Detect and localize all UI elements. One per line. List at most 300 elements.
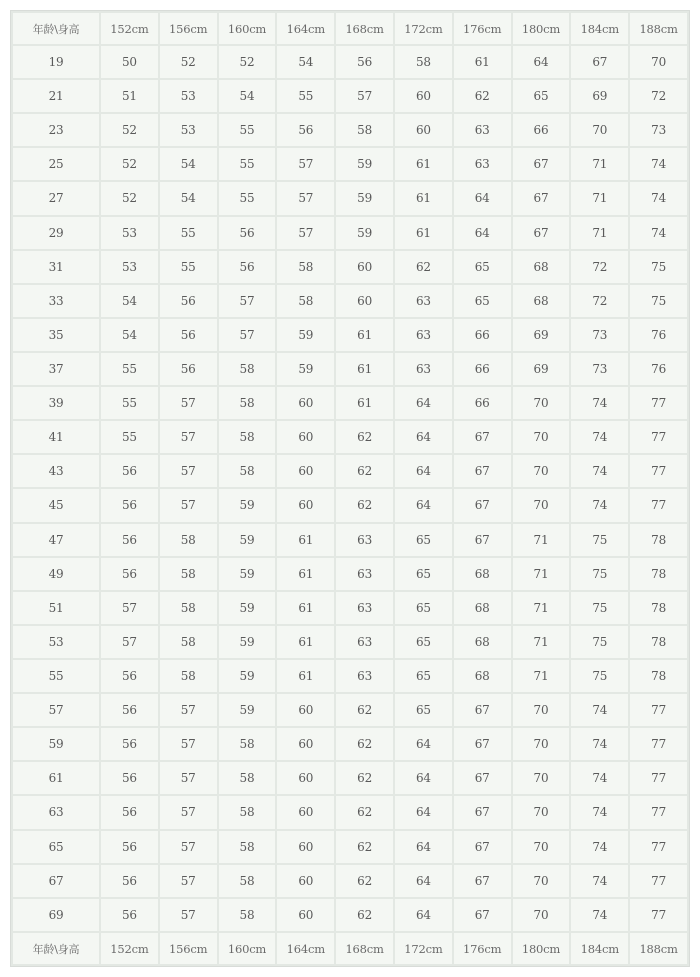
- weight-cell: 77: [630, 387, 687, 419]
- weight-cell: 59: [219, 660, 276, 692]
- footer-corner-label: 年龄\身高: [13, 933, 99, 964]
- weight-cell: 58: [160, 524, 217, 556]
- weight-cell: 61: [395, 148, 452, 180]
- table-row: [13, 558, 687, 590]
- weight-cell: 64: [395, 728, 452, 760]
- weight-cell: 58: [219, 421, 276, 453]
- age-cell: 69: [13, 899, 99, 931]
- age-cell: 63: [13, 796, 99, 828]
- table-row: [13, 319, 687, 351]
- weight-cell: 71: [571, 217, 628, 249]
- age-cell: 41: [13, 421, 99, 453]
- weight-cell: 66: [513, 114, 570, 146]
- weight-cell: 57: [160, 865, 217, 897]
- weight-cell: 58: [336, 114, 393, 146]
- weight-cell: 54: [101, 285, 158, 317]
- weight-cell: 70: [513, 421, 570, 453]
- weight-cell: 71: [571, 182, 628, 214]
- footer-height-3: 164cm: [277, 933, 334, 964]
- weight-cell: 61: [277, 660, 334, 692]
- weight-cell: 57: [219, 319, 276, 351]
- weight-cell: 52: [101, 114, 158, 146]
- weight-cell: 63: [454, 148, 511, 180]
- table-row: [13, 865, 687, 897]
- weight-cell: 62: [336, 489, 393, 521]
- weight-cell: 63: [395, 285, 452, 317]
- weight-cell: 70: [513, 489, 570, 521]
- weight-cell: 58: [219, 796, 276, 828]
- weight-cell: 60: [277, 831, 334, 863]
- weight-cell: 56: [101, 728, 158, 760]
- weight-cell: 60: [395, 80, 452, 112]
- weight-cell: 58: [219, 865, 276, 897]
- weight-cell: 62: [336, 694, 393, 726]
- weight-cell: 53: [160, 80, 217, 112]
- header-height-0: 152cm: [101, 13, 158, 44]
- age-cell: 55: [13, 660, 99, 692]
- weight-cell: 67: [513, 148, 570, 180]
- weight-cell: 62: [336, 899, 393, 931]
- weight-cell: 65: [395, 592, 452, 624]
- weight-cell: 60: [336, 251, 393, 283]
- weight-cell: 78: [630, 524, 687, 556]
- weight-cell: 65: [454, 285, 511, 317]
- weight-cell: 58: [160, 592, 217, 624]
- weight-cell: 56: [160, 319, 217, 351]
- weight-cell: 68: [454, 558, 511, 590]
- age-cell: 57: [13, 694, 99, 726]
- header-height-4: 168cm: [336, 13, 393, 44]
- header-row: [13, 13, 687, 44]
- weight-cell: 56: [101, 899, 158, 931]
- footer-height-5: 172cm: [395, 933, 452, 964]
- table-row: [13, 626, 687, 658]
- weight-cell: 54: [219, 80, 276, 112]
- age-cell: 45: [13, 489, 99, 521]
- weight-cell: 56: [101, 796, 158, 828]
- weight-cell: 57: [101, 626, 158, 658]
- weight-cell: 67: [454, 865, 511, 897]
- weight-cell: 70: [513, 865, 570, 897]
- table-row: [13, 796, 687, 828]
- weight-cell: 55: [101, 421, 158, 453]
- table-row: [13, 387, 687, 419]
- weight-cell: 57: [160, 899, 217, 931]
- weight-cell: 52: [160, 46, 217, 78]
- weight-cell: 67: [454, 728, 511, 760]
- weight-cell: 78: [630, 660, 687, 692]
- weight-cell: 63: [395, 353, 452, 385]
- weight-cell: 72: [571, 285, 628, 317]
- weight-cell: 59: [336, 182, 393, 214]
- table-row: [13, 353, 687, 385]
- weight-cell: 78: [630, 626, 687, 658]
- weight-cell: 58: [277, 251, 334, 283]
- weight-cell: 56: [219, 251, 276, 283]
- weight-cell: 60: [277, 796, 334, 828]
- footer-height-1: 156cm: [160, 933, 217, 964]
- weight-cell: 57: [160, 421, 217, 453]
- weight-cell: 72: [571, 251, 628, 283]
- weight-cell: 69: [513, 319, 570, 351]
- weight-cell: 65: [395, 694, 452, 726]
- weight-cell: 72: [630, 80, 687, 112]
- table-row: [13, 455, 687, 487]
- weight-cell: 63: [454, 114, 511, 146]
- weight-cell: 60: [277, 387, 334, 419]
- weight-cell: 61: [336, 353, 393, 385]
- weight-cell: 65: [395, 558, 452, 590]
- weight-cell: 55: [277, 80, 334, 112]
- weight-cell: 74: [630, 148, 687, 180]
- weight-cell: 77: [630, 489, 687, 521]
- weight-cell: 57: [277, 148, 334, 180]
- table-row: [13, 592, 687, 624]
- weight-cell: 64: [395, 455, 452, 487]
- weight-cell: 61: [277, 626, 334, 658]
- weight-cell: 56: [101, 489, 158, 521]
- weight-cell: 73: [630, 114, 687, 146]
- weight-cell: 67: [454, 831, 511, 863]
- weight-cell: 56: [101, 558, 158, 590]
- weight-cell: 57: [160, 831, 217, 863]
- weight-cell: 64: [454, 217, 511, 249]
- age-cell: 25: [13, 148, 99, 180]
- weight-cell: 53: [101, 251, 158, 283]
- weight-cell: 75: [571, 592, 628, 624]
- weight-cell: 56: [219, 217, 276, 249]
- weight-cell: 73: [571, 353, 628, 385]
- age-cell: 65: [13, 831, 99, 863]
- weight-cell: 77: [630, 694, 687, 726]
- header-height-3: 164cm: [277, 13, 334, 44]
- weight-cell: 66: [454, 353, 511, 385]
- weight-cell: 67: [454, 694, 511, 726]
- weight-cell: 70: [513, 728, 570, 760]
- weight-cell: 59: [219, 489, 276, 521]
- weight-cell: 74: [571, 489, 628, 521]
- weight-cell: 60: [277, 865, 334, 897]
- age-cell: 47: [13, 524, 99, 556]
- table-row: [13, 489, 687, 521]
- weight-cell: 57: [160, 387, 217, 419]
- weight-cell: 67: [454, 762, 511, 794]
- weight-cell: 59: [277, 353, 334, 385]
- weight-cell: 60: [277, 489, 334, 521]
- weight-cell: 64: [395, 489, 452, 521]
- weight-cell: 74: [571, 421, 628, 453]
- weight-cell: 77: [630, 421, 687, 453]
- weight-cell: 59: [219, 524, 276, 556]
- table-row: [13, 285, 687, 317]
- weight-cell: 75: [571, 524, 628, 556]
- weight-cell: 59: [277, 319, 334, 351]
- weight-cell: 67: [513, 217, 570, 249]
- weight-cell: 60: [277, 899, 334, 931]
- weight-cell: 67: [454, 524, 511, 556]
- table-row: [13, 831, 687, 863]
- header-height-2: 160cm: [219, 13, 276, 44]
- age-cell: 27: [13, 182, 99, 214]
- weight-cell: 74: [630, 217, 687, 249]
- weight-table: [11, 11, 689, 966]
- weight-cell: 57: [336, 80, 393, 112]
- weight-cell: 71: [513, 660, 570, 692]
- weight-cell: 77: [630, 728, 687, 760]
- footer-row: [13, 933, 687, 964]
- weight-cell: 70: [513, 762, 570, 794]
- weight-cell: 58: [219, 728, 276, 760]
- weight-cell: 54: [101, 319, 158, 351]
- weight-cell: 54: [160, 148, 217, 180]
- weight-cell: 70: [513, 831, 570, 863]
- weight-cell: 70: [513, 455, 570, 487]
- weight-cell: 60: [277, 421, 334, 453]
- weight-cell: 68: [454, 626, 511, 658]
- weight-cell: 73: [571, 319, 628, 351]
- weight-cell: 77: [630, 831, 687, 863]
- age-cell: 49: [13, 558, 99, 590]
- weight-cell: 75: [571, 660, 628, 692]
- footer-height-9: 188cm: [630, 933, 687, 964]
- table-row: [13, 421, 687, 453]
- weight-cell: 57: [277, 182, 334, 214]
- table-row: [13, 762, 687, 794]
- weight-cell: 64: [395, 865, 452, 897]
- weight-cell: 56: [160, 285, 217, 317]
- weight-cell: 69: [513, 353, 570, 385]
- weight-cell: 68: [513, 285, 570, 317]
- weight-cell: 75: [630, 285, 687, 317]
- weight-cell: 74: [571, 728, 628, 760]
- weight-cell: 61: [277, 558, 334, 590]
- weight-cell: 61: [395, 217, 452, 249]
- weight-cell: 60: [277, 455, 334, 487]
- age-cell: 39: [13, 387, 99, 419]
- weight-cell: 65: [395, 660, 452, 692]
- weight-cell: 67: [571, 46, 628, 78]
- weight-cell: 74: [571, 831, 628, 863]
- weight-cell: 58: [219, 387, 276, 419]
- weight-cell: 67: [454, 421, 511, 453]
- header-height-5: 172cm: [395, 13, 452, 44]
- weight-cell: 70: [513, 796, 570, 828]
- weight-cell: 60: [336, 285, 393, 317]
- weight-cell: 62: [336, 831, 393, 863]
- weight-cell: 64: [395, 421, 452, 453]
- table-row: [13, 217, 687, 249]
- weight-cell: 56: [336, 46, 393, 78]
- weight-cell: 77: [630, 865, 687, 897]
- weight-cell: 55: [160, 251, 217, 283]
- age-cell: 21: [13, 80, 99, 112]
- weight-cell: 74: [571, 387, 628, 419]
- weight-cell: 57: [160, 694, 217, 726]
- weight-cell: 58: [219, 831, 276, 863]
- weight-cell: 67: [454, 489, 511, 521]
- age-cell: 19: [13, 46, 99, 78]
- weight-cell: 78: [630, 558, 687, 590]
- weight-cell: 64: [395, 899, 452, 931]
- weight-cell: 57: [160, 489, 217, 521]
- weight-cell: 54: [277, 46, 334, 78]
- table-row: [13, 694, 687, 726]
- weight-cell: 59: [336, 217, 393, 249]
- weight-cell: 58: [160, 558, 217, 590]
- table-row: [13, 80, 687, 112]
- age-cell: 23: [13, 114, 99, 146]
- weight-cell: 68: [454, 592, 511, 624]
- weight-cell: 62: [336, 865, 393, 897]
- weight-cell: 63: [395, 319, 452, 351]
- header-height-1: 156cm: [160, 13, 217, 44]
- header-height-6: 176cm: [454, 13, 511, 44]
- weight-cell: 53: [160, 114, 217, 146]
- weight-cell: 75: [571, 626, 628, 658]
- weight-cell: 74: [571, 694, 628, 726]
- weight-cell: 56: [277, 114, 334, 146]
- weight-cell: 70: [513, 694, 570, 726]
- weight-cell: 59: [219, 592, 276, 624]
- weight-cell: 56: [101, 455, 158, 487]
- weight-cell: 65: [454, 251, 511, 283]
- weight-cell: 67: [454, 796, 511, 828]
- weight-cell: 77: [630, 762, 687, 794]
- weight-cell: 60: [277, 694, 334, 726]
- weight-cell: 61: [336, 319, 393, 351]
- weight-cell: 55: [219, 148, 276, 180]
- age-cell: 53: [13, 626, 99, 658]
- table-row: [13, 899, 687, 931]
- weight-cell: 62: [336, 421, 393, 453]
- weight-cell: 66: [454, 387, 511, 419]
- weight-cell: 52: [101, 182, 158, 214]
- weight-cell: 74: [571, 865, 628, 897]
- weight-cell: 69: [571, 80, 628, 112]
- weight-cell: 76: [630, 319, 687, 351]
- weight-cell: 63: [336, 592, 393, 624]
- weight-cell: 62: [336, 455, 393, 487]
- weight-cell: 63: [336, 558, 393, 590]
- weight-cell: 56: [101, 524, 158, 556]
- table-row: [13, 114, 687, 146]
- weight-cell: 77: [630, 796, 687, 828]
- age-cell: 33: [13, 285, 99, 317]
- weight-cell: 68: [454, 660, 511, 692]
- weight-cell: 71: [513, 524, 570, 556]
- weight-cell: 50: [101, 46, 158, 78]
- weight-cell: 74: [571, 762, 628, 794]
- weight-cell: 55: [160, 217, 217, 249]
- table-row: [13, 660, 687, 692]
- weight-cell: 74: [571, 455, 628, 487]
- weight-cell: 63: [336, 524, 393, 556]
- weight-cell: 65: [513, 80, 570, 112]
- weight-cell: 55: [101, 387, 158, 419]
- weight-cell: 65: [395, 524, 452, 556]
- weight-cell: 55: [219, 114, 276, 146]
- weight-cell: 58: [219, 353, 276, 385]
- weight-cell: 70: [513, 899, 570, 931]
- weight-cell: 57: [160, 455, 217, 487]
- table-row: [13, 524, 687, 556]
- weight-cell: 75: [571, 558, 628, 590]
- footer-height-7: 180cm: [513, 933, 570, 964]
- table-row: [13, 728, 687, 760]
- weight-cell: 74: [571, 796, 628, 828]
- weight-cell: 55: [219, 182, 276, 214]
- footer-height-2: 160cm: [219, 933, 276, 964]
- weight-cell: 74: [571, 899, 628, 931]
- weight-cell: 70: [571, 114, 628, 146]
- weight-cell: 57: [160, 796, 217, 828]
- footer-height-0: 152cm: [101, 933, 158, 964]
- weight-cell: 58: [219, 899, 276, 931]
- weight-cell: 62: [336, 728, 393, 760]
- footer-height-8: 184cm: [571, 933, 628, 964]
- weight-cell: 60: [395, 114, 452, 146]
- weight-cell: 64: [395, 831, 452, 863]
- age-cell: 31: [13, 251, 99, 283]
- weight-cell: 61: [336, 387, 393, 419]
- weight-cell: 75: [630, 251, 687, 283]
- weight-cell: 71: [571, 148, 628, 180]
- weight-cell: 64: [513, 46, 570, 78]
- weight-cell: 56: [160, 353, 217, 385]
- weight-cell: 71: [513, 592, 570, 624]
- header-height-7: 180cm: [513, 13, 570, 44]
- weight-cell: 57: [277, 217, 334, 249]
- weight-cell: 67: [513, 182, 570, 214]
- weight-cell: 64: [395, 762, 452, 794]
- weight-cell: 58: [160, 626, 217, 658]
- weight-cell: 58: [395, 46, 452, 78]
- weight-cell: 54: [160, 182, 217, 214]
- weight-cell: 62: [336, 796, 393, 828]
- weight-cell: 56: [101, 660, 158, 692]
- table-row: [13, 148, 687, 180]
- weight-cell: 57: [160, 728, 217, 760]
- weight-cell: 62: [336, 762, 393, 794]
- weight-cell: 62: [454, 80, 511, 112]
- age-cell: 67: [13, 865, 99, 897]
- weight-cell: 55: [101, 353, 158, 385]
- footer-height-6: 176cm: [454, 933, 511, 964]
- weight-cell: 77: [630, 899, 687, 931]
- weight-cell: 56: [101, 865, 158, 897]
- weight-cell: 70: [630, 46, 687, 78]
- weight-cell: 63: [336, 660, 393, 692]
- age-cell: 37: [13, 353, 99, 385]
- table-row: [13, 251, 687, 283]
- corner-label: 年龄\身高: [13, 13, 99, 44]
- weight-cell: 59: [336, 148, 393, 180]
- weight-cell: 57: [160, 762, 217, 794]
- age-cell: 43: [13, 455, 99, 487]
- weight-cell: 66: [454, 319, 511, 351]
- weight-cell: 78: [630, 592, 687, 624]
- weight-cell: 57: [219, 285, 276, 317]
- age-cell: 51: [13, 592, 99, 624]
- weight-cell: 57: [101, 592, 158, 624]
- footer-height-4: 168cm: [336, 933, 393, 964]
- weight-cell: 60: [277, 728, 334, 760]
- weight-cell: 65: [395, 626, 452, 658]
- weight-table-frame: [10, 10, 690, 967]
- weight-cell: 70: [513, 387, 570, 419]
- weight-cell: 61: [395, 182, 452, 214]
- weight-cell: 67: [454, 899, 511, 931]
